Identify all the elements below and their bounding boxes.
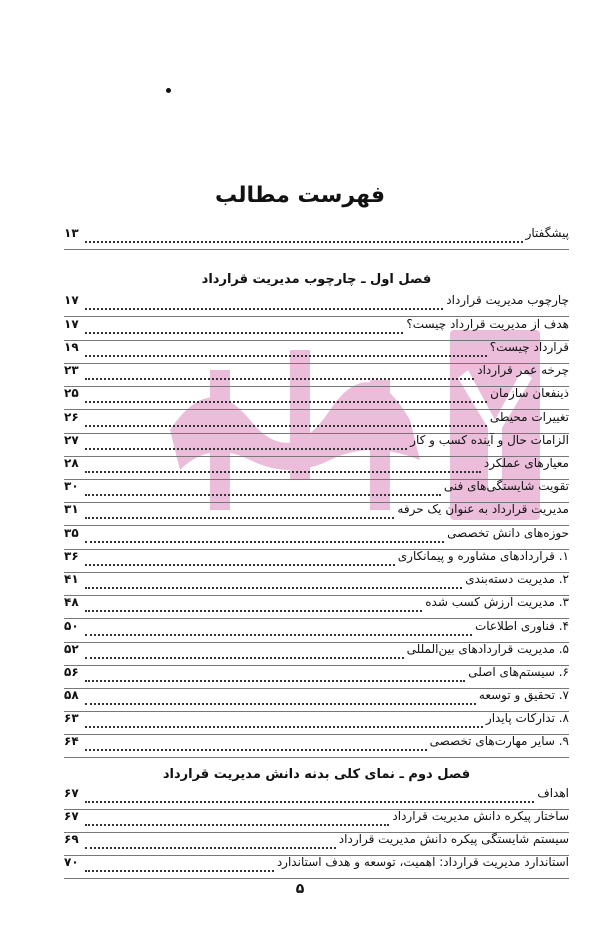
leader-dots — [85, 517, 394, 519]
leader-dots — [85, 801, 534, 803]
toc-entry-preface[interactable] — [64, 226, 569, 250]
leader-dots — [85, 634, 472, 636]
toc-entry-title: استاندارد مدیریت قرارداد: اهمیت، توسعه و هدف استاندارد — [276, 855, 569, 869]
toc-entry[interactable] — [64, 572, 569, 596]
leader-dots — [85, 610, 422, 612]
toc-entry[interactable] — [64, 317, 569, 341]
leader-dots — [85, 870, 274, 872]
toc-entry-title: اهداف — [537, 786, 569, 800]
leader-dots — [85, 847, 336, 849]
toc-entry-page: ۱۹ — [64, 340, 79, 354]
toc-entry-title: ۳. مدیریت ارزش کسب شده — [425, 595, 569, 609]
toc-entry-title: قرارداد چیست؟ — [489, 340, 569, 354]
toc-entry-page: ۵۶ — [64, 665, 79, 679]
leader-dots — [85, 425, 487, 427]
toc-entry-page: ۱۷ — [64, 293, 79, 307]
toc-entry-title: الزامات حال و آینده کسب و کار — [410, 433, 569, 447]
toc-entry-page: ۳۰ — [64, 479, 79, 493]
toc-entry[interactable] — [64, 688, 569, 712]
toc-entry-title: ۶. سیستم‌های اصلی — [468, 665, 569, 679]
toc-entry-page: ۱۳ — [64, 226, 79, 240]
toc-entry[interactable] — [64, 386, 569, 410]
toc-entry-page: ۶۹ — [64, 832, 79, 846]
toc-entry[interactable] — [64, 665, 569, 689]
toc-entry-title: سیستم شایستگی پیکره دانش مدیریت قرارداد — [338, 832, 569, 846]
toc-entry[interactable] — [64, 363, 569, 387]
toc-entry[interactable] — [64, 711, 569, 735]
toc-entry-title: ۴. فناوری اطلاعات — [474, 619, 569, 633]
chapter-1-heading: فصل اول ـ چارچوب مدیریت قرارداد — [201, 272, 432, 287]
toc-entry[interactable] — [64, 809, 569, 833]
toc-entry[interactable] — [64, 293, 569, 317]
toc-entry[interactable] — [64, 433, 569, 457]
leader-dots — [85, 332, 403, 334]
leader-dots — [85, 749, 427, 751]
toc-entry-page: ۵۰ — [64, 619, 79, 633]
toc-entry-page: ۶۷ — [64, 809, 79, 823]
toc-entry-title: مدیریت قرارداد به عنوان یک حرفه — [397, 502, 569, 516]
toc-entry-page: ۶۷ — [64, 786, 79, 800]
toc-entry-page: ۶۴ — [64, 734, 79, 748]
toc-entry-title: هدف از مدیریت قرارداد چیست؟ — [406, 317, 569, 331]
toc-entry[interactable] — [64, 340, 569, 364]
toc-entry-title: چارچوب مدیریت قرارداد — [446, 293, 569, 307]
leader-dots — [85, 378, 474, 380]
toc-entry-title: ۷. تحقیق و توسعه — [478, 688, 569, 702]
toc-entry-title: چرخه عمر قرارداد — [477, 363, 569, 377]
toc-entry-page: ۳۶ — [64, 549, 79, 563]
toc-entry[interactable] — [64, 734, 569, 758]
toc-entry[interactable] — [64, 456, 569, 480]
leader-dots — [85, 703, 476, 705]
toc-entry[interactable] — [64, 642, 569, 666]
toc-entry[interactable] — [64, 855, 569, 879]
toc-entry-page: ۵۲ — [64, 642, 79, 656]
toc-entry-title: ۱. قراردادهای مشاوره و پیمانکاری — [397, 549, 569, 563]
toc-entry-title: حوزه‌های دانش تخصصی — [447, 526, 569, 540]
toc-entry-title: پیشگفتار — [525, 226, 569, 240]
leader-dots — [85, 308, 443, 310]
page-number: ۵ — [295, 881, 305, 897]
toc-entry-page: ۴۱ — [64, 572, 79, 586]
toc-entry-page: ۲۷ — [64, 433, 79, 447]
toc-entry-page: ۲۶ — [64, 410, 79, 424]
toc-entry[interactable] — [64, 410, 569, 434]
toc-entry-title: ساختار پیکره دانش مدیریت قرارداد — [392, 809, 569, 823]
toc-entry-title: ۲. مدیریت دسته‌بندی — [465, 572, 569, 586]
toc-entry-page: ۳۵ — [64, 526, 79, 540]
toc-entry[interactable] — [64, 832, 569, 856]
toc-entry-page: ۲۸ — [64, 456, 79, 470]
leader-dots — [85, 824, 389, 826]
toc-entry-title: ۹. سایر مهارت‌های تخصصی — [429, 734, 569, 748]
toc-entry[interactable] — [64, 595, 569, 619]
leader-dots — [85, 355, 487, 357]
leader-dots — [85, 494, 441, 496]
toc-entry[interactable] — [64, 619, 569, 643]
toc-entry-page: ۱۷ — [64, 317, 79, 331]
leader-dots — [85, 680, 465, 682]
leader-dots — [85, 471, 481, 473]
toc-entry-title: ۸. تدارکات پایدار — [485, 711, 569, 725]
leader-dots — [85, 401, 487, 403]
toc-entry[interactable] — [64, 502, 569, 526]
toc-entry-title: تغییرات محیطی — [489, 410, 569, 424]
leader-dots — [85, 448, 407, 450]
toc-entry-page: ۷۰ — [64, 855, 79, 869]
toc-entry-title: معیارهای عملکرد — [483, 456, 569, 470]
toc-entry-title: تقویت شایستگی‌های فنی — [443, 479, 569, 493]
leader-dots — [85, 564, 395, 566]
toc-entry-page: ۶۳ — [64, 711, 79, 725]
ink-dot — [166, 88, 171, 93]
toc-entry-page: ۴۸ — [64, 595, 79, 609]
toc-entry-page: ۵۸ — [64, 688, 79, 702]
toc-entry[interactable] — [64, 526, 569, 550]
toc-entry-page: ۲۵ — [64, 386, 79, 400]
leader-dots — [85, 541, 444, 543]
chapter-2-heading: فصل دوم ـ نمای کلی بدنه دانش مدیریت قرارداد — [162, 767, 471, 782]
leader-dots — [85, 241, 523, 243]
toc-entry[interactable] — [64, 549, 569, 573]
toc-entry-title: ذینفعان سازمان — [490, 386, 569, 400]
toc-entry-title: ۵. مدیریت قراردادهای بین‌المللی — [406, 642, 569, 656]
leader-dots — [85, 726, 483, 728]
leader-dots — [85, 657, 404, 659]
toc-entry-page: ۲۳ — [64, 363, 79, 377]
toc-entry-page: ۳۱ — [64, 502, 79, 516]
toc-entry[interactable] — [64, 786, 569, 810]
page-title: فهرست مطالب — [214, 183, 386, 208]
leader-dots — [85, 587, 462, 589]
toc-entry[interactable] — [64, 479, 569, 503]
